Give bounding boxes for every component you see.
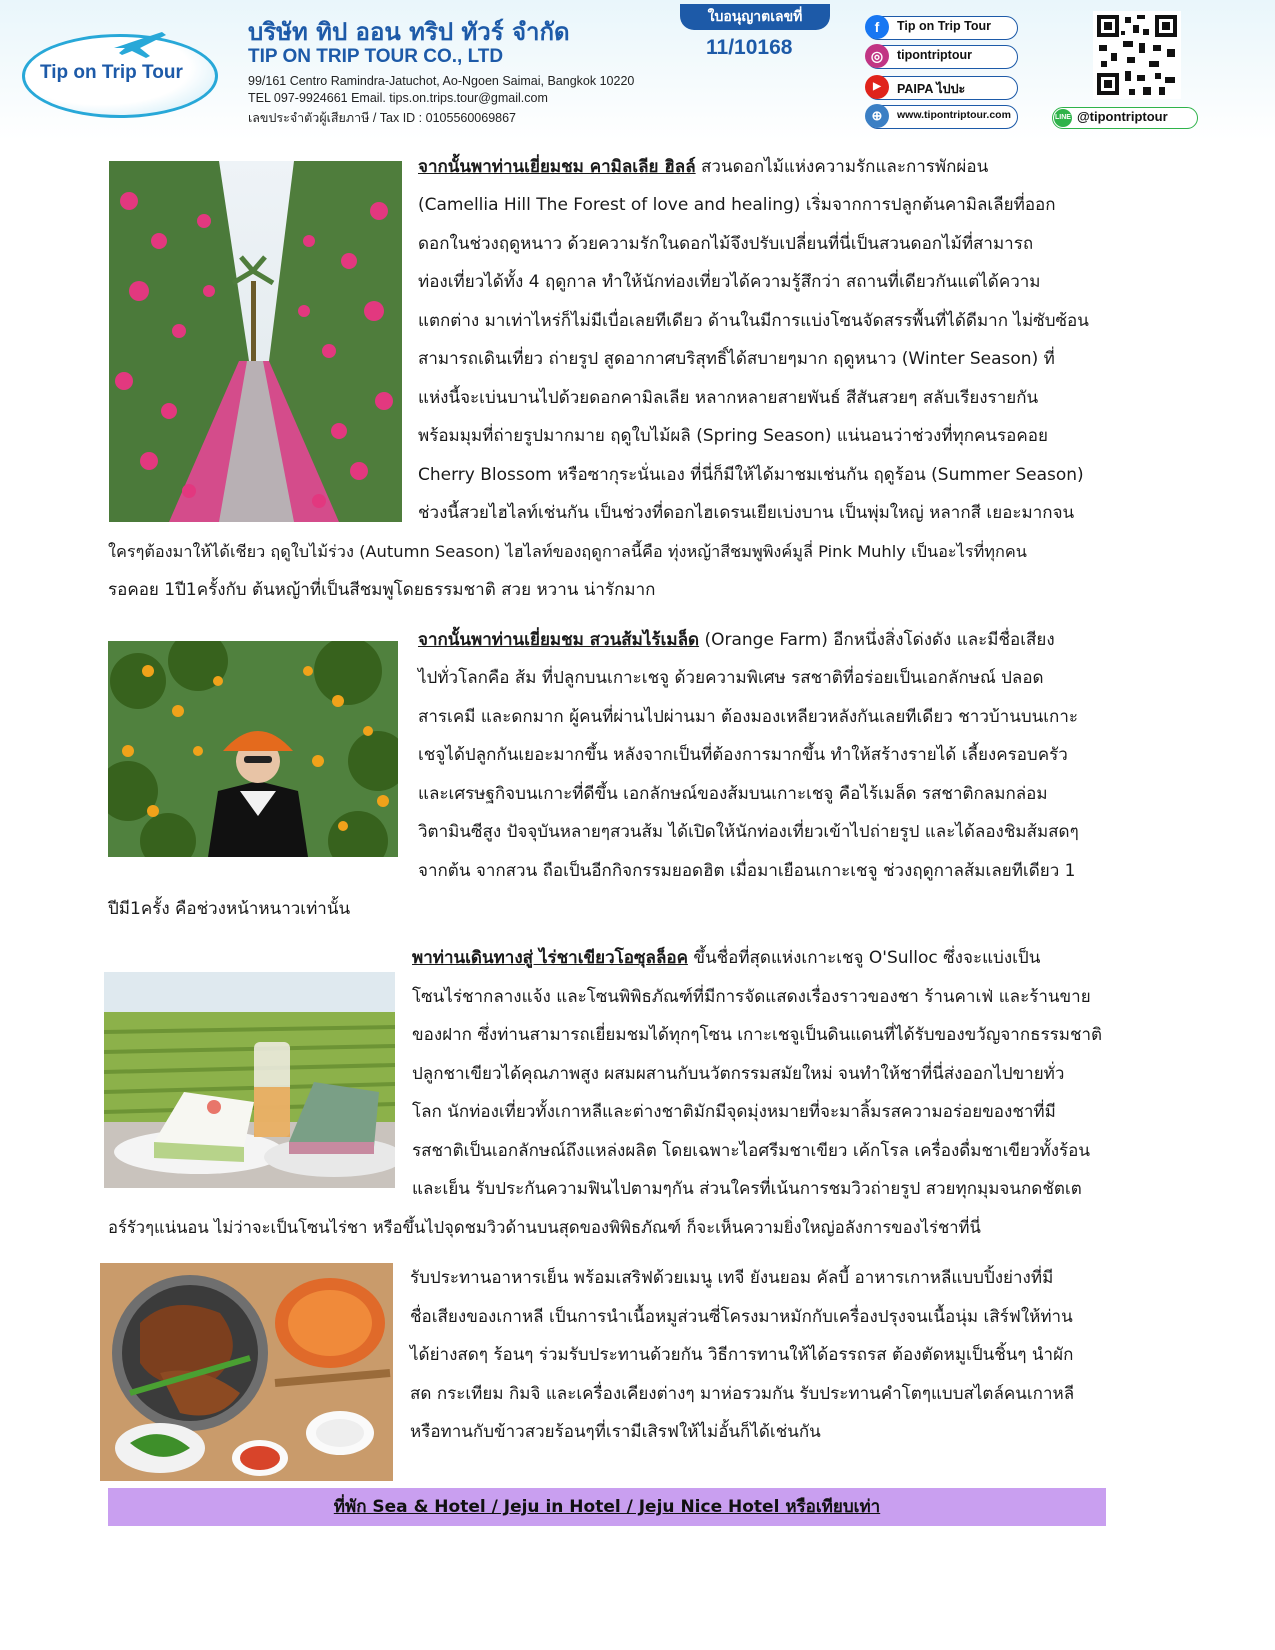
osulloc-heading: พาท่านเดินทางสู่ ไร่ชาเขียวโอซุลล็อค [412,948,688,968]
orange-line: ปีมี1ครั้ง คือช่วงหน้าหนาวเท่านั้น [108,899,351,919]
camellia-line: สามารถเดินเที่ยว ถ่ายรูป สูดอากาศบริสุทธิ์ได้สบายๆมาก ฤดูหนาว (Winter Season) ที่ [418,349,1055,369]
company-name-english: TIP ON TRIP TOUR CO., LTD [248,46,504,67]
osulloc-line: ขึ้นชื่อที่สุดแห่งเกาะเชจู O'Sulloc ซึ่งจะแบ่งเป็น [687,948,1041,968]
qr-code[interactable] [1093,11,1181,99]
camellia-hill-photo [109,161,402,522]
facebook-label: Tip on Trip Tour [897,19,991,33]
orange-line: (Orange Farm) อีกหนึ่งสิ่งโด่งดัง และมีชื่อเสียง [699,630,1055,650]
orange-line: สารเคมี และดกมาก ผู้คนที่ผ่านไปผ่านมา ต้องมองเหลียวหลังกันเลยทีเดียว ชาวบ้านบนเกาะ [418,707,1079,727]
letterhead [0,0,1275,140]
camellia-line: ช่วงนี้สวยไฮไลท์เช่นกัน เป็นช่วงที่ดอกไฮเดรนเยียเบ่งบาน เป็นพุ่มใหญ่ หลากสี เยอะมากจน [418,503,1075,523]
facebook-icon: f [865,15,889,39]
youtube-icon: ▶ [865,75,889,99]
company-name-thai: บริษัท ทิป ออน ทริป ทัวร์ จำกัด [248,18,570,46]
orange-farm-photo [108,641,398,857]
dinner-line: ชื่อเสียงของเกาหลี เป็นการนำเนื้อหมูส่วนซี่โครงมาหมักกับเครื่องปรุงจนเนื้อนุ่ม เสิร์ฟให้ท่าน [410,1307,1073,1327]
camellia-line: ท่องเที่ยวได้ทั้ง 4 ฤดูกาล ทำให้นักท่องเที่ยวได้ความรู้สึกว่า สถานที่เดียวกันแต่ได้ความ [418,272,1041,292]
license-number: 11/10168 [706,36,793,59]
camellia-line: (Camellia Hill The Forest of love and healing) เริ่มจากการปลูกต้นคามิลเลียที่ออก [418,195,1056,215]
instagram-link[interactable] [866,45,1018,69]
line-label: @tipontriptour [1077,109,1168,124]
website-link[interactable] [866,105,1018,129]
facebook-link[interactable] [866,16,1018,40]
osulloc-line: และเย็น รับประกันความฟินไปตามๆกัน ส่วนใครที่เน้นการชมวิวถ่ายรูป สวยทุกมุมจนกดชัตเต [412,1179,1082,1199]
osulloc-line: โลก นักท่องเที่ยวทั้งเกาหลีและต่างชาติมักมีจุดมุ่งหมายที่จะมาลิ้มรสความอร่อยของชาที่มี [412,1102,1056,1122]
dinner-line: หรือทานกับข้าวสวยร้อนๆที่เรามีเสิรฟให้ไม่อั้นก็ได้เช่นกัน [410,1422,821,1442]
osulloc-line: โซนไร่ชากลางแจ้ง และโซนพิพิธภัณฑ์ที่มีการจัดแสดงเรื่องราวของชา ร้านคาเฟ่ และร้านขาย [412,987,1091,1007]
airplane-icon [110,26,170,62]
dinner-line: สด กระเทียม กิมจิ และเครื่องเคียงต่างๆ มาห่อรวมกัน รับประทานคำโตๆแบบสไตล์คนเกาหลี [410,1384,1075,1404]
dinner-line: ได้ย่างสดๆ ร้อนๆ ร่วมรับประทานด้วยกัน วิธีการทานให้ได้อรรถรส ต้องตัดหมูเป็นชิ้นๆ นำผัก [410,1345,1074,1365]
license-label: ใบอนุญาตเลขที่ [680,4,830,30]
orange-text-line-1 [418,630,1055,650]
bbq-dinner-photo [100,1263,393,1481]
orange-line: ไปทั่วโลกคือ ส้ม ที่ปลูกบนเกาะเชจู ด้วยความพิเศษ รสชาติที่อร่อยเป็นเอกลักษณ์ ปลอด [418,668,1044,688]
osulloc-line: ของฝาก ซึ่งท่านสามารถเยี่ยมชมได้ทุกๆโซน เกาะเชจูเป็นดินแดนที่ได้รับของขวัญจากธรรมชาติ [412,1025,1103,1045]
company-tax-id: เลขประจำตัวผู้เสียภาษี / Tax ID : 0105560069867 [248,111,517,125]
camellia-line: พร้อมมุมที่ถ่ายรูปมากมาย ฤดูใบไม้ผลิ (Spring Season) แน่นอนว่าช่วงที่ทุกคนรอคอย [418,426,1048,446]
camellia-text-line-1 [418,157,988,177]
company-address: 99/161 Centro Ramindra-Jatuchot, Ao-Ngoen Saimai, Bangkok 10220 [248,74,635,88]
orange-heading: จากนั้นพาท่านเยี่ยมชม สวนส้มไร้เมล็ด [418,630,700,650]
hotel-banner: ที่พัก Sea & Hotel / Jeju in Hotel / Jeju Nice Hotel หรือเทียบเท่า [108,1488,1106,1526]
osulloc-line: อร์รัวๆแน่นอน ไม่ว่าจะเป็นโซนไร่ชา หรือขึ้นไปจุดชมวิวด้านบนสุดของพิพิธภัณฑ์ ก็จะเห็นความยิ่งใหญ่อลังการของไร่ชาที่นี่ [108,1218,981,1237]
orange-line: เชจูได้ปลูกกันเยอะมากขึ้น หลังจากเป็นที่ต้องการมากขึ้น ทำให้สร้างรายได้ เลี้ยงครอบครัว [418,745,1068,765]
camellia-line: Cherry Blossom หรือซากุระนั่นเอง ที่นี่ก็มีให้ได้มาชมเช่นกัน ฤดูร้อน (Summer Season) [418,465,1084,485]
camellia-line: แห่งนี้จะเบ่นบานไปด้วยดอกคามิลเลีย หลากหลายสายพันธ์ สีสันสวยๆ สลับเรียงรายกัน [418,388,1039,408]
company-contact: TEL 097-9924661 Email. tips.on.trips.tour@gmail.com [248,91,548,105]
instagram-label: tipontriptour [897,48,972,62]
orange-line: และเศรษฐกิจบนเกาะที่ดีขึ้น เอกลักษณ์ของส้มบนเกาะเชจู คือไร้เมล็ด รสชาติกลมกล่อม [418,784,1048,804]
camellia-line: ดอกในช่วงฤดูหนาว ด้วยความรักในดอกไม้จึงปรับเปลี่ยนที่นี่เป็นสวนดอกไม้ที่สามารถ [418,234,1034,254]
osulloc-text-line-1 [412,948,1040,968]
website-label: www.tipontriptour.com [897,109,1011,121]
globe-icon: ⊕ [865,104,889,128]
camellia-line: ใครๆต้องมาให้ได้เชียว ฤดูใบไม้ร่วง (Autumn Season) ไฮไลท์ของฤดูกาลนี้คือ ทุ่งหญ้าสีชมพูพิงค์มูลี่ Pink Muhly เป็นอะไรที่ทุกคน [108,542,1027,561]
orange-line: จากต้น จากสวน ถือเป็นอีกกิจกรรมยอดฮิต เมื่อมาเยือนเกาะเชจู ช่วงฤดูกาลส้มเลยทีเดียว 1 [418,861,1076,881]
line-app-icon: LINE [1054,109,1072,127]
camellia-line: รอคอย 1ปี1ครั้งกับ ต้นหญ้าที่เป็นสีชมพูโดยธรรมชาติ สวย หวาน น่ารักมาก [108,580,656,600]
camellia-line: แตกต่าง มาเท่าไหร่ก็ไม่มีเบื่อเลยทีเดียว ด้านในมีการแบ่งโซนจัดสรรพื้นที่ได้ดีมาก ไม่ซับซ้อน [418,311,1089,331]
camellia-line: สวนดอกไม้แห่งความรักและการพักผ่อน [695,157,989,177]
osulloc-line: รสชาติเป็นเอกลักษณ์ถึงแหล่งผลิต โดยเฉพาะไอศรีมชาเขียว เค้กโรล เครื่องดื่มชาเขียวทั้งร้อน [412,1141,1090,1161]
orange-line: วิตามินซีสูง ปัจจุบันหลายๆสวนส้ม ได้เปิดให้นักท่องเที่ยวเข้าไปถ่ายรูป และได้ลองชิมส้มสดๆ [418,822,1079,842]
youtube-link[interactable] [866,76,1018,100]
osulloc-tea-photo [104,972,395,1188]
camellia-heading: จากนั้นพาท่านเยี่ยมชม คามิลเลีย ฮิลล์ [418,157,696,177]
youtube-label: PAIPA ไปปะ [897,82,966,96]
instagram-icon: ◎ [865,44,889,68]
line-link[interactable] [1052,107,1198,129]
dinner-line: รับประทานอาหารเย็น พร้อมเสริฟด้วยเมนู เทจี ยังนยอม คัลบี้ อาหารเกาหลีแบบปิ้งย่างที่มี [410,1268,1054,1288]
logo-text: Tip on Trip Tour [40,62,183,83]
company-logo [22,20,212,120]
osulloc-line: ปลูกชาเขียวได้คุณภาพสูง ผสมผสานกับนวัตกรรมสมัยใหม่ จนทำให้ชาที่นี่ส่งออกไปขายทั่ว [412,1064,1065,1084]
